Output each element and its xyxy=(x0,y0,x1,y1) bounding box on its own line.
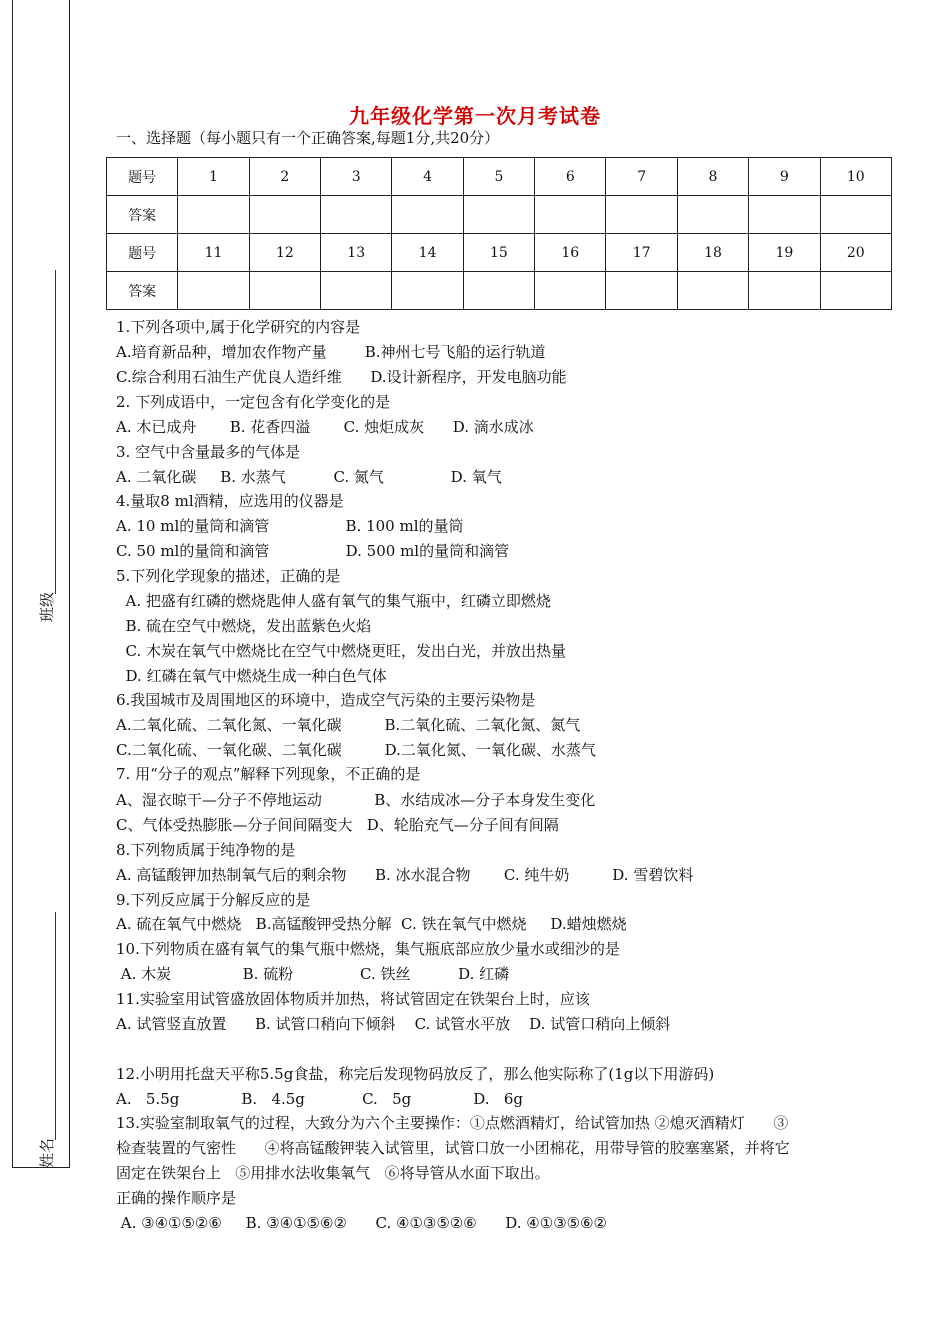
option-line: A. ③④①⑤②⑥ B. ③④①⑤⑥② C. ④①③⑤②⑥ D. ④①③⑤⑥② xyxy=(116,1214,607,1232)
number-cell: 15 xyxy=(463,234,534,272)
option-line: C. 50 ml的量筒和滴管 D. 500 ml的量筒和滴管 xyxy=(116,542,510,560)
question-line: 5.下列化学现象的描述，正确的是 xyxy=(116,567,341,585)
answer-cell[interactable] xyxy=(249,196,320,234)
number-cell: 14 xyxy=(392,234,463,272)
answer-cell[interactable] xyxy=(677,272,748,310)
answer-cell[interactable] xyxy=(749,272,820,310)
number-cell: 6 xyxy=(535,158,606,196)
name-field-line xyxy=(55,912,56,1140)
section-heading: 一、选择题（每小题只有一个正确答案,每题1分,共20分） xyxy=(116,129,500,147)
option-line: A. 10 ml的量筒和滴管 B. 100 ml的量筒 xyxy=(116,517,464,535)
option-line: A. 高锰酸钾加热制氧气后的剩余物 B. 冰水混合物 C. 纯牛奶 D. 雪碧饮料 xyxy=(116,866,694,884)
number-cell: 18 xyxy=(677,234,748,272)
answer-cell[interactable] xyxy=(677,196,748,234)
table-row xyxy=(107,272,892,310)
answer-cell[interactable] xyxy=(392,272,463,310)
answer-cell[interactable] xyxy=(178,196,249,234)
question-line: 正确的操作顺序是 xyxy=(116,1189,237,1207)
answer-cell[interactable] xyxy=(321,196,392,234)
question-line: 6.我国城市及周围地区的环境中，造成空气污染的主要污染物是 xyxy=(116,691,536,709)
option-line: A. 把盛有红磷的燃烧匙伸人盛有氧气的集气瓶中，红磷立即燃烧 xyxy=(116,592,551,610)
option-line: A.二氧化硫、二氧化氮、一氧化碳 B.二氧化硫、二氧化氮、氮气 xyxy=(116,716,581,734)
option-line: C.综合利用石油生产优良人造纤维 D.设计新程序，开发电脑功能 xyxy=(116,368,567,386)
option-line: A. 试管竖直放置 B. 试管口稍向下倾斜 C. 试管水平放 D. 试管口稍向上倾斜 xyxy=(116,1015,671,1033)
table-row xyxy=(107,158,892,196)
number-cell: 9 xyxy=(749,158,820,196)
question-line: 12.小明用托盘天平称5.5g食盐，称完后发现物码放反了，那么他实际称了(1g以下用游码) xyxy=(116,1065,715,1083)
table-row xyxy=(107,196,892,234)
number-cell: 17 xyxy=(606,234,677,272)
option-line: A. 5.5g B. 4.5g C. 5g D. 6g xyxy=(116,1090,523,1108)
number-cell: 7 xyxy=(606,158,677,196)
option-line: C、气体受热膨胀—分子间间隔变大 D、轮胎充气—分子间有间隔 xyxy=(116,816,559,834)
answer-cell[interactable] xyxy=(606,272,677,310)
number-cell: 5 xyxy=(463,158,534,196)
option-line: A、湿衣晾干—分子不停地运动 B、水结成冰—分子本身发生变化 xyxy=(116,791,596,809)
class-field-line xyxy=(55,270,56,594)
answer-cell[interactable] xyxy=(820,272,891,310)
number-cell: 20 xyxy=(820,234,891,272)
number-cell: 1 xyxy=(178,158,249,196)
answer-cell[interactable] xyxy=(178,272,249,310)
binding-margin xyxy=(12,0,70,1168)
answer-table xyxy=(106,157,892,310)
answer-header-cell: 答案 xyxy=(107,272,178,310)
answer-header-cell: 答案 xyxy=(107,196,178,234)
answer-cell[interactable] xyxy=(321,272,392,310)
number-cell: 16 xyxy=(535,234,606,272)
question-line: 2. 下列成语中，一定包含有化学变化的是 xyxy=(116,393,391,411)
question-line: 8.下列物质属于纯净物的是 xyxy=(116,841,296,859)
question-line: 9.下列反应属于分解反应的是 xyxy=(116,891,311,909)
table-row xyxy=(107,234,892,272)
answer-cell[interactable] xyxy=(535,272,606,310)
question-line: 7. 用“分子的观点”解释下列现象，不正确的是 xyxy=(116,765,421,783)
answer-cell[interactable] xyxy=(749,196,820,234)
option-line: A. 木炭 B. 硫粉 C. 铁丝 D. 红磷 xyxy=(116,965,510,983)
option-line: A. 木已成舟 B. 花香四溢 C. 烛炬成灰 D. 滴水成冰 xyxy=(116,418,534,436)
name-label: 姓名 xyxy=(38,1137,56,1168)
answer-cell[interactable] xyxy=(535,196,606,234)
number-cell: 3 xyxy=(321,158,392,196)
number-cell: 2 xyxy=(249,158,320,196)
number-cell: 10 xyxy=(820,158,891,196)
number-cell: 8 xyxy=(677,158,748,196)
page-title: 九年级化学第一次月考试卷 xyxy=(349,104,601,128)
number-cell: 13 xyxy=(321,234,392,272)
class-label: 班级 xyxy=(38,591,56,622)
question-line: 1.下列各项中,属于化学研究的内容是 xyxy=(116,318,361,336)
option-line: B. 硫在空气中燃烧，发出蓝紫色火焰 xyxy=(116,617,372,635)
question-line: 13.实验室制取氧气的过程，大致分为六个主要操作：①点燃酒精灯，给试管加热 ②熄灭酒精灯 ③ xyxy=(116,1114,789,1132)
answer-cell[interactable] xyxy=(606,196,677,234)
answer-cell[interactable] xyxy=(820,196,891,234)
question-line: 11.实验室用试管盛放固体物质并加热，将试管固定在铁架台上时，应该 xyxy=(116,990,590,1008)
question-line: 3. 空气中含量最多的气体是 xyxy=(116,443,301,461)
option-line: A.培育新品种，增加农作物产量 B.神州七号飞船的运行轨道 xyxy=(116,343,546,361)
number-cell: 11 xyxy=(178,234,249,272)
row-header-cell: 题号 xyxy=(107,158,178,196)
number-cell: 19 xyxy=(749,234,820,272)
option-line: A. 二氧化碳 B. 水蒸气 C. 氮气 D. 氧气 xyxy=(116,468,502,486)
question-line: 固定在铁架台上 ⑤用排水法收集氧气 ⑥将导管从水面下取出。 xyxy=(116,1164,550,1182)
answer-cell[interactable] xyxy=(392,196,463,234)
option-line: C.二氧化硫、一氧化碳、二氧化碳 D.二氧化氮、一氧化碳、水蒸气 xyxy=(116,741,596,759)
number-cell: 4 xyxy=(392,158,463,196)
question-line: 检查装置的气密性 ④将高锰酸钾装入试管里，试管口放一小团棉花，用带导管的胶塞塞紧，并将它 xyxy=(116,1139,790,1157)
answer-cell[interactable] xyxy=(463,272,534,310)
option-line: C. 木炭在氧气中燃烧比在空气中燃烧更旺，发出白光，并放出热量 xyxy=(116,642,567,660)
question-line: 10.下列物质在盛有氧气的集气瓶中燃烧，集气瓶底部应放少量水或细沙的是 xyxy=(116,940,620,958)
answer-cell[interactable] xyxy=(249,272,320,310)
question-line: 4.量取8 ml酒精，应选用的仪器是 xyxy=(116,492,344,510)
option-line: D. 红磷在氧气中燃烧生成一种白色气体 xyxy=(116,667,387,685)
answer-cell[interactable] xyxy=(463,196,534,234)
number-cell: 12 xyxy=(249,234,320,272)
option-line: A. 硫在氧气中燃烧 B.高锰酸钾受热分解 C. 铁在氧气中燃烧 D.蜡烛燃烧 xyxy=(116,915,627,933)
row-header-cell: 题号 xyxy=(107,234,178,272)
